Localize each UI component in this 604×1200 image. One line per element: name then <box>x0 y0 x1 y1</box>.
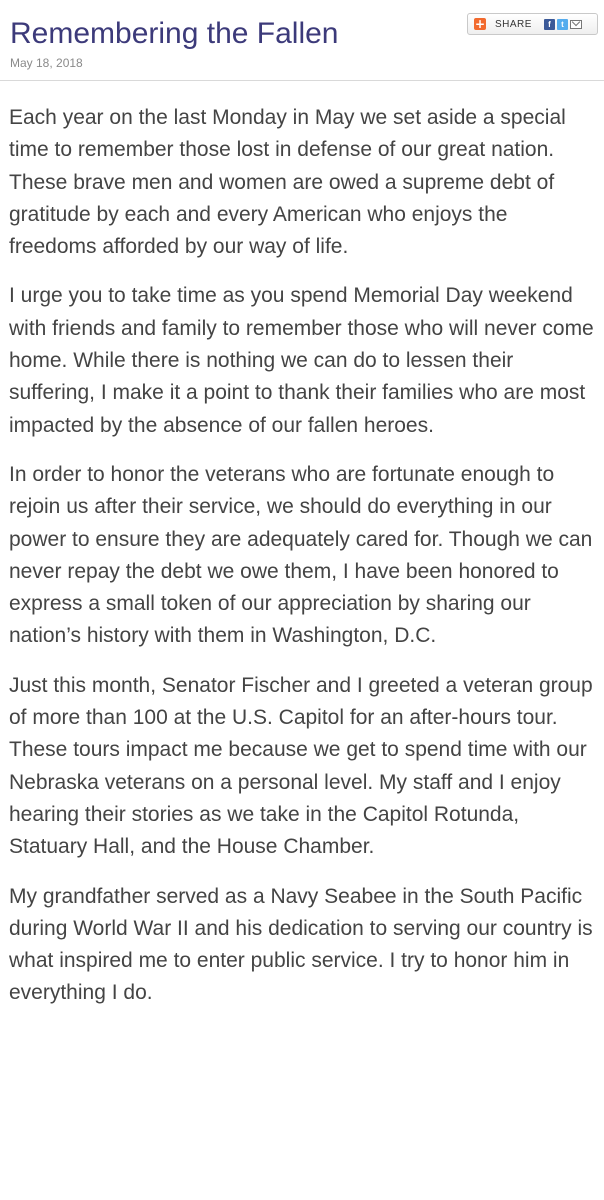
article-body <box>9 102 599 1027</box>
bottom-edge <box>0 1186 604 1200</box>
paragraph: Each year on the last Monday in May we set aside a special time to remember those lost in defense of our great nation. These brave men and women are owed a supreme debt of gratitude by each and every American who enjoys the freedoms afforded by our way of life. <box>9 106 566 259</box>
twitter-icon[interactable]: t <box>557 19 568 30</box>
paragraph: My grandfather served as a Navy Seabee in the South Pacific during World War II and his dedication to serving our country is what inspired me to enter public service. I try to honor him in everything I do. <box>9 884 593 1005</box>
plus-icon: + <box>474 17 486 31</box>
page-title: Remembering the Fallen <box>10 17 339 50</box>
paragraph: I urge you to take time as you spend Memorial Day weekend with friends and family to remember those who will never come home. While there is nothing we can do to lessen their suffering, I make it a point to thank their families who are most impacted by the absence of our fallen heroes. <box>9 284 594 437</box>
header-divider <box>0 80 604 81</box>
post-date: May 18, 2018 <box>10 56 83 70</box>
share-service-icons <box>544 18 582 30</box>
share-button[interactable] <box>467 13 598 35</box>
paragraph: In order to honor the veterans who are fortunate enough to rejoin us after their service, we should do everything in our power to ensure they are adequately cared for. Though we can never repay the debt we owe them, I have been honored to express a small token of our appreciation by sharing our nation’s history with them in Washington, D.C. <box>9 462 593 648</box>
paragraph: Just this month, Senator Fischer and I greeted a veteran group of more than 100 at the U.S. Capitol for an after-hours tour. These tours impact me because we get to spend time with our Nebraska veterans on a personal level. My staff and I enjoy hearing their stories as we take in the Capitol Rotunda, Statuary Hall, and the House Chamber. <box>9 673 593 859</box>
share-label: SHARE <box>495 19 532 30</box>
article-header <box>8 8 596 56</box>
facebook-icon[interactable]: f <box>544 19 555 30</box>
email-icon[interactable] <box>570 20 582 29</box>
